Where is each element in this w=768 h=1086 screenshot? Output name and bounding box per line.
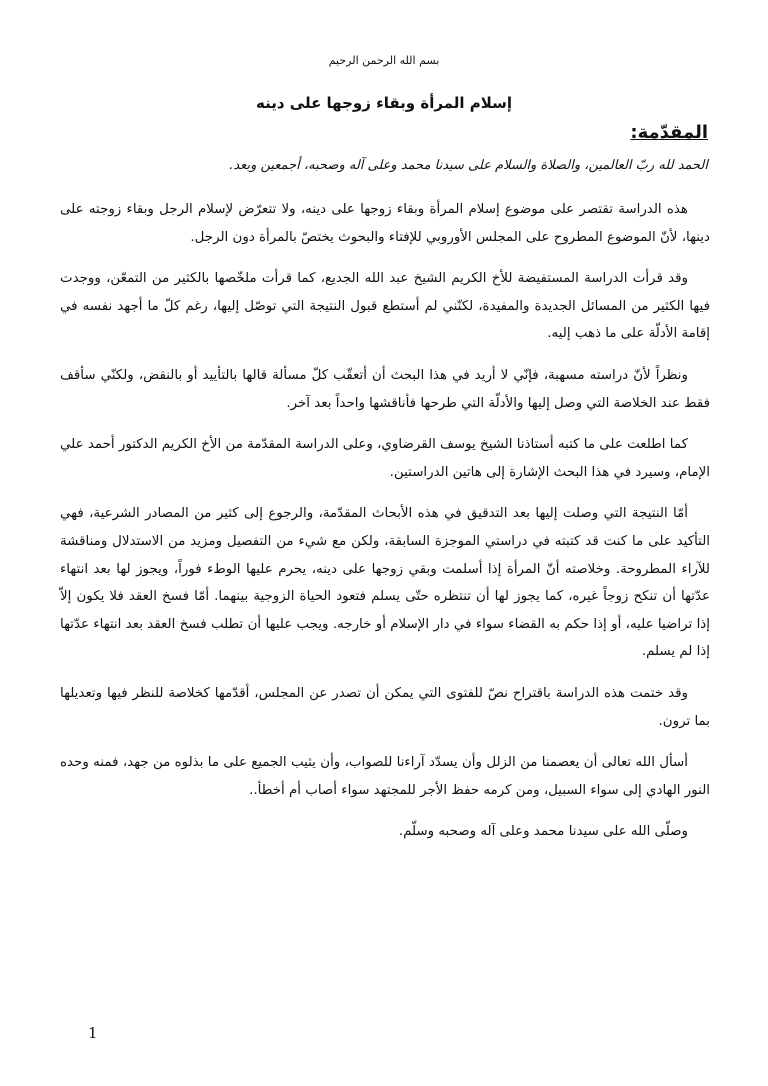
document-body: [60, 196, 710, 860]
paragraph-approach: ونظراً لأنّ دراسته مسهبة، فإنّي لا أريد في هذا البحث أن أتعقّب كلّ مسألة قالها بالتأييد أو بالنقض، ولكنّي سأقف فقط عند الخلاصة التي وصل إليها والأدلّة التي طرحها فأناقشها واحداً بعد آخر.: [60, 367, 710, 411]
intro-heading: المقدّمة:: [630, 122, 708, 143]
paragraph-supplication: أسأل الله تعالى أن يعصمنا من الزلل وأن يسدّد آراءنا للصواب، وأن يثيب الجميع على ما بذلوه من جهد، فمنه وحده النور الهادي إلى سواء السبيل، ومن كرمه حفظ الأجر للمجتهد سواء أصاب أم أخطأ..: [60, 755, 710, 798]
paragraph-scope: هذه الدراسة تقتصر على موضوع إسلام المرأة وبقاء زوجها على دينه، ولا تتعرّض لإسلام الرجل وبقاء زوجته على دينها، لأنّ الموضوع المطروح على المجلس الأوروبي للإفتاء والبحوث يختصّ بالمرأة دون الرجل.: [60, 202, 710, 245]
page-number: 1: [88, 1024, 98, 1042]
paragraph-conclusion: أمّا النتيجة التي وصلت إليها بعد التدقيق في هذه الأبحاث المقدّمة، والرجوع إلى كثير من المصادر الشرعية، فهي التأكيد على ما كنت قد كتبته في دراستي الموجزة السابقة، ولكن مع شيء من التفصيل ومزيد من الاستدلال ومناقشة للآراء المطروحة. وخلاصته أنّ المرأة إذا أسلمت وبقي زوجها على دينه، يحرم عليها الوطء فوراً، ويجوز لها بعد انتهاء عدّتها أن تنكح زوجاً غيره، كما يجوز لها أن تنتظره حتّى يسلم فتعود الحياة الزوجية بينهما. أمّا فسخ العقد فلا يكون إلاّ إذا تراضيا عليه، أو إذا حكم به القضاء سواء في دار الإسلام أو خارجه. ويجب عليها أن تطلب فسخ العقد بعد انتهاء عدّتها إذا لم يسلم.: [60, 506, 710, 660]
paragraph-closing: وصلّى الله على سيدنا محمد وعلى آله وصحبه وسلّم.: [398, 824, 688, 840]
opening-praise: الحمد لله ربّ العالمين، والصلاة والسلام على سيدنا محمد وعلى آله وصحبه، أجمعين وبعد.: [229, 158, 708, 173]
document-title: إسلام المرأة وبقاء زوجها على دينه: [256, 94, 512, 112]
paragraph-other-studies: كما اطلعت على ما كتبه أستاذنا الشيخ يوسف القرضاوي، وعلى الدراسة المقدّمة من الأخ الكريم الدكتور أحمد علي الإمام، وسيرد في هذا البحث الإشارة إلى هاتين الدراستين.: [60, 437, 710, 480]
basmala: بسم الله الرحمن الرحيم: [328, 54, 440, 67]
paragraph-fatwa-proposal: وقد ختمت هذه الدراسة باقتراح نصّ للفتوى التي يمكن أن تصدر عن المجلس، أقدّمها كخلاصة للنظر فيها وتعديلها بما ترون.: [60, 685, 710, 729]
paragraph-jadee-study: وقد قرأت الدراسة المستفيضة للأخ الكريم الشيخ عبد الله الجديع، كما قرأت ملخّصها بالكثير من التمعّن، ووجدت فيها الكثير من المسائل الجديدة والمفيدة، لكنّني لم أستطع قبول النتيجة التي توصّل إليها، رغم كلّ ما أجهد نفسه في إقامة الأدلّة على ما ذهب إليه.: [60, 271, 710, 342]
